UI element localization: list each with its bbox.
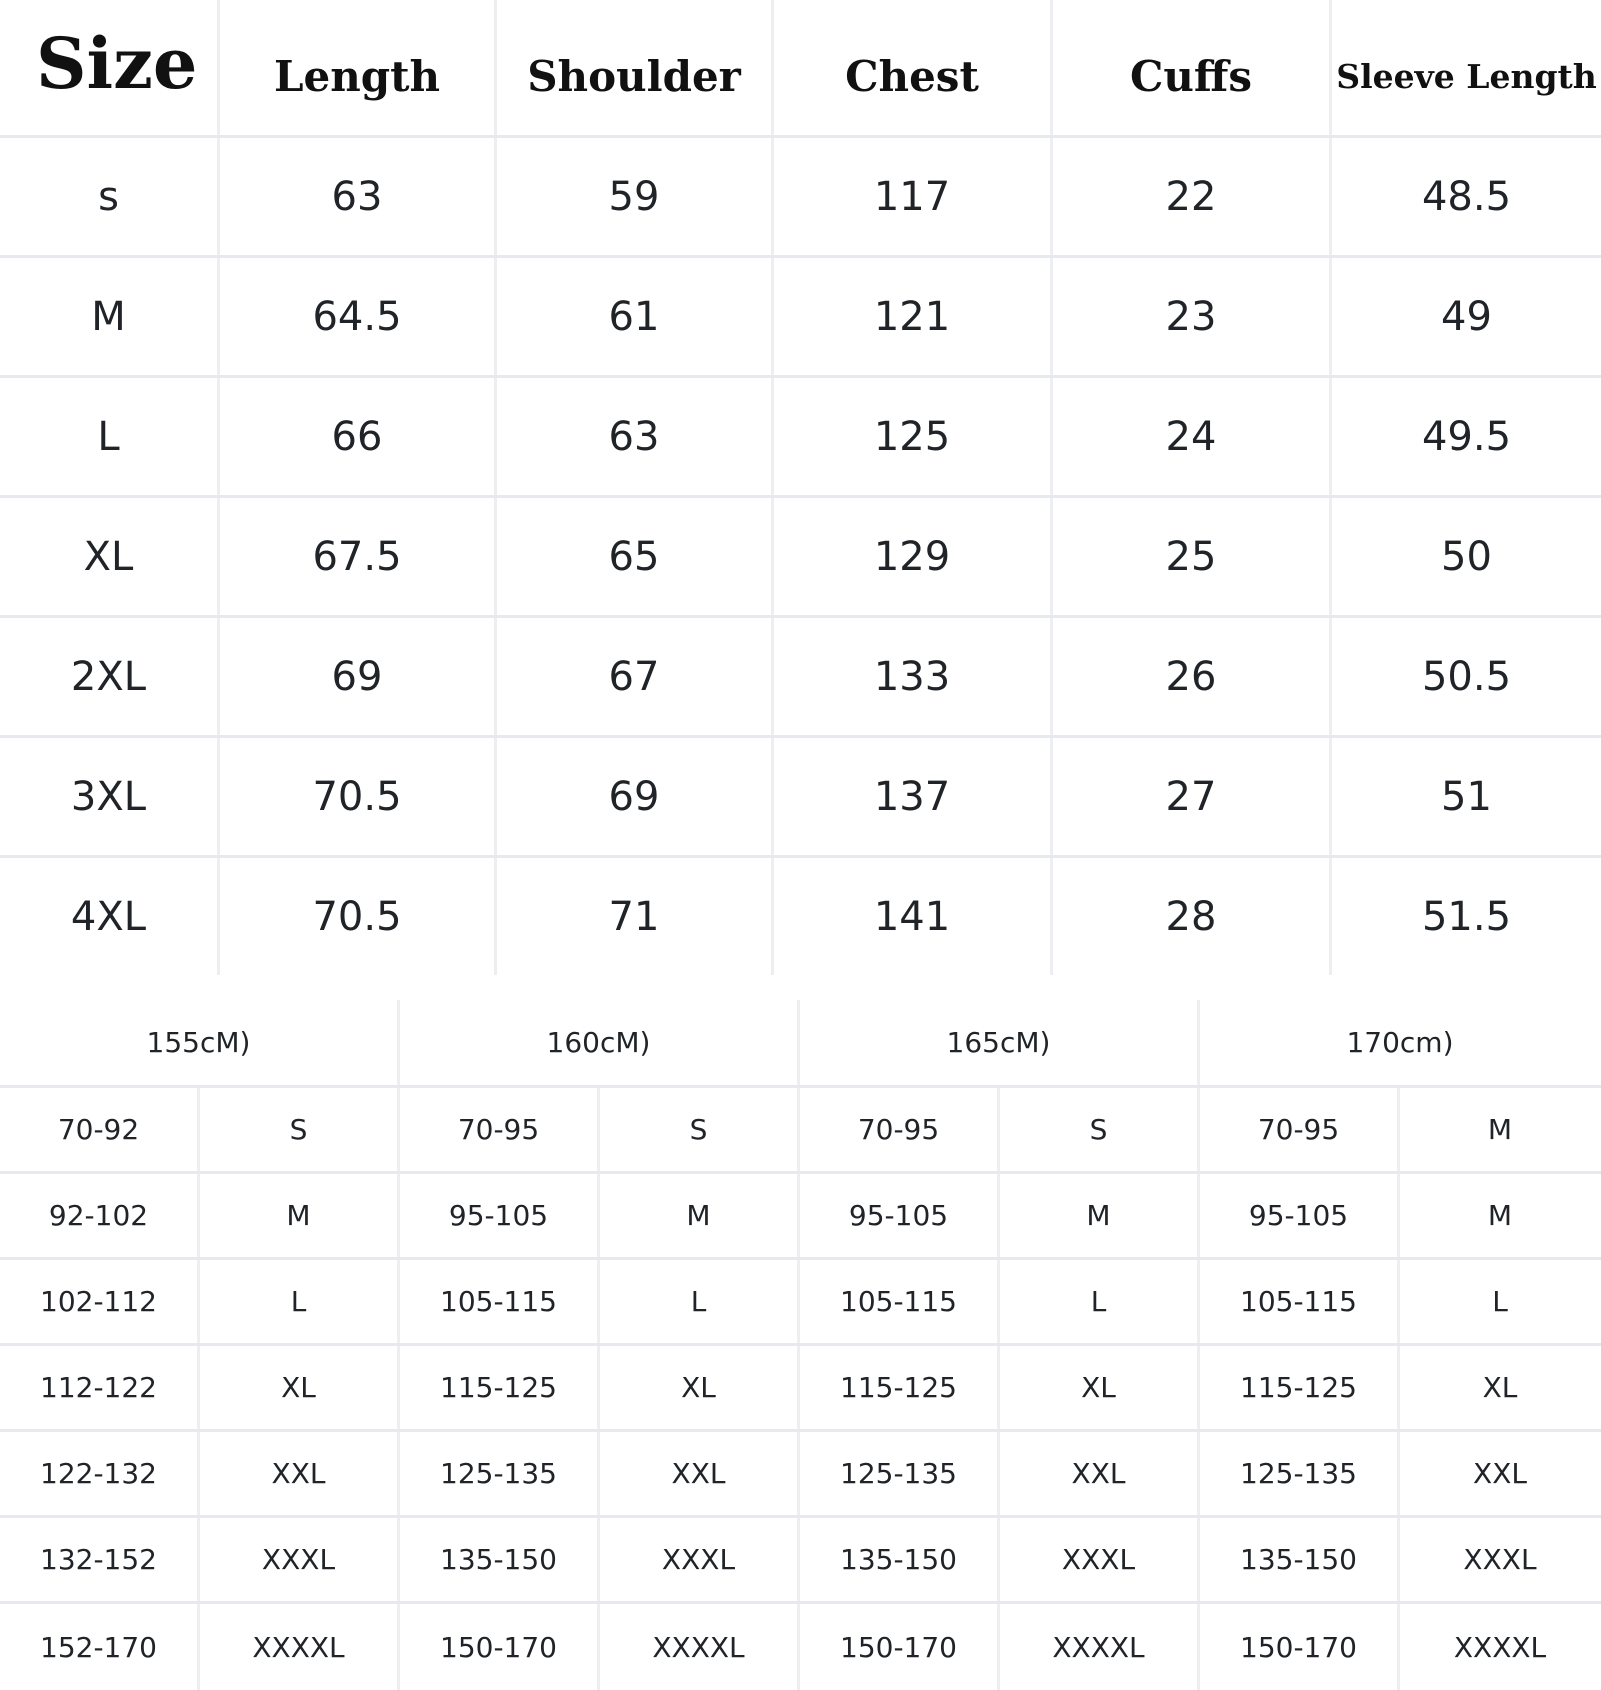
weight-range-cell: 95-105	[1200, 1174, 1400, 1257]
weight-range-cell: 125-135	[1200, 1432, 1400, 1515]
table-row	[0, 738, 1601, 858]
recommended-size-cell: S	[1000, 1088, 1200, 1171]
recommended-size-cell: XXXL	[600, 1518, 800, 1601]
cell-chest: 121	[774, 258, 1053, 375]
weight-range-cell: 70-92	[0, 1088, 200, 1171]
weight-range-cell: 135-150	[400, 1518, 600, 1601]
recommended-size-cell: M	[1487, 1113, 1513, 1146]
cell-cuffs: 24	[1053, 378, 1332, 495]
weight-range-cell: 70-95	[1200, 1088, 1400, 1171]
recommended-size-cell: XXXXL	[600, 1604, 800, 1690]
cell-chest: 137	[774, 738, 1053, 855]
cell-shoulder: 61	[497, 258, 774, 375]
weight-range-cell: 122-132	[0, 1432, 200, 1515]
recommended-size-cell: M	[600, 1174, 800, 1257]
recommended-size-cell: XXXXL	[1453, 1630, 1547, 1664]
weight-range-cell: 70-95	[400, 1088, 600, 1171]
cell-sleeve-length: 48.5	[1421, 173, 1512, 220]
size-guide-header-row	[0, 1000, 1601, 1088]
header-cuffs: Cuffs	[1053, 0, 1332, 135]
recommended-size-cell: XL	[1000, 1346, 1200, 1429]
cell-sleeve-length: 49.5	[1421, 413, 1512, 460]
table-row	[0, 1174, 1601, 1260]
cell-length: 63	[220, 138, 497, 255]
cell-size: M	[0, 258, 220, 375]
weight-range-cell: 95-105	[800, 1174, 1000, 1257]
height-group-160: 160cM)	[400, 1000, 800, 1085]
weight-range-cell: 150-170	[400, 1604, 600, 1690]
table-row	[0, 1604, 1601, 1690]
recommended-size-cell: M	[1487, 1199, 1513, 1232]
weight-range-cell: 105-115	[800, 1260, 1000, 1343]
header-chest: Chest	[774, 0, 1053, 135]
cell-shoulder: 65	[497, 498, 774, 615]
table-row	[0, 138, 1601, 258]
table-row	[0, 618, 1601, 738]
cell-length: 69	[220, 618, 497, 735]
recommended-size-cell: XXXL	[1000, 1518, 1200, 1601]
measurement-header-row	[0, 0, 1601, 138]
cell-size: 3XL	[0, 738, 220, 855]
cell-sleeve-length: 50	[1441, 533, 1492, 580]
cell-sleeve-length: 51.5	[1421, 893, 1512, 940]
recommended-size-cell: S	[600, 1088, 800, 1171]
table-row	[0, 1432, 1601, 1518]
recommended-size-cell: XXL	[1000, 1432, 1200, 1515]
cell-sleeve-length: 49	[1441, 293, 1492, 340]
cell-shoulder: 69	[497, 738, 774, 855]
recommended-size-cell: S	[200, 1088, 400, 1171]
cell-size: L	[0, 378, 220, 495]
size-guide-table	[0, 1000, 1601, 1690]
cell-chest: 133	[774, 618, 1053, 735]
weight-range-cell: 102-112	[0, 1260, 200, 1343]
weight-range-cell: 95-105	[400, 1174, 600, 1257]
recommended-size-cell: XL	[1482, 1371, 1518, 1404]
cell-shoulder: 63	[497, 378, 774, 495]
cell-sleeve-length: 51	[1441, 773, 1492, 820]
cell-chest: 129	[774, 498, 1053, 615]
cell-length: 66	[220, 378, 497, 495]
recommended-size-cell: L	[200, 1260, 400, 1343]
weight-range-cell: 115-125	[1200, 1346, 1400, 1429]
table-row	[0, 498, 1601, 618]
recommended-size-cell: XXXL	[1463, 1543, 1537, 1576]
recommended-size-cell: M	[200, 1174, 400, 1257]
table-row	[0, 858, 1601, 975]
cell-cuffs: 26	[1053, 618, 1332, 735]
height-group-155: 155cM)	[0, 1000, 400, 1085]
recommended-size-cell: XXXXL	[200, 1604, 400, 1690]
table-row	[0, 1088, 1601, 1174]
cell-size: s	[0, 138, 220, 255]
recommended-size-cell: L	[1000, 1260, 1200, 1343]
table-row	[0, 258, 1601, 378]
cell-length: 70.5	[220, 738, 497, 855]
weight-range-cell: 152-170	[0, 1604, 200, 1690]
recommended-size-cell: XXL	[200, 1432, 400, 1515]
cell-cuffs: 25	[1053, 498, 1332, 615]
header-size: Size	[0, 0, 220, 135]
recommended-size-cell: XXXXL	[1000, 1604, 1200, 1690]
cell-shoulder: 67	[497, 618, 774, 735]
cell-chest: 125	[774, 378, 1053, 495]
cell-size: 4XL	[0, 858, 220, 975]
cell-cuffs: 27	[1053, 738, 1332, 855]
weight-range-cell: 125-135	[400, 1432, 600, 1515]
table-row	[0, 1518, 1601, 1604]
recommended-size-cell: L	[600, 1260, 800, 1343]
weight-range-cell: 135-150	[800, 1518, 1000, 1601]
cell-shoulder: 59	[497, 138, 774, 255]
header-length: Length	[220, 0, 497, 135]
cell-shoulder: 71	[497, 858, 774, 975]
weight-range-cell: 105-115	[400, 1260, 600, 1343]
height-group-170: 170cm)	[1346, 1026, 1454, 1059]
cell-chest: 117	[774, 138, 1053, 255]
cell-size: XL	[0, 498, 220, 615]
recommended-size-cell: XL	[200, 1346, 400, 1429]
weight-range-cell: 150-170	[800, 1604, 1000, 1690]
cell-chest: 141	[774, 858, 1053, 975]
recommended-size-cell: M	[1000, 1174, 1200, 1257]
weight-range-cell: 150-170	[1200, 1604, 1400, 1690]
weight-range-cell: 135-150	[1200, 1518, 1400, 1601]
table-row	[0, 1260, 1601, 1346]
weight-range-cell: 92-102	[0, 1174, 200, 1257]
recommended-size-cell: XL	[600, 1346, 800, 1429]
cell-sleeve-length: 50.5	[1421, 653, 1512, 700]
recommended-size-cell: XXL	[600, 1432, 800, 1515]
header-sleeve-length: Sleeve Length	[1336, 57, 1597, 96]
cell-length: 67.5	[220, 498, 497, 615]
table-row	[0, 1346, 1601, 1432]
weight-range-cell: 112-122	[0, 1346, 200, 1429]
header-shoulder: Shoulder	[497, 0, 774, 135]
cell-length: 70.5	[220, 858, 497, 975]
weight-range-cell: 105-115	[1200, 1260, 1400, 1343]
cell-cuffs: 22	[1053, 138, 1332, 255]
weight-range-cell: 70-95	[800, 1088, 1000, 1171]
cell-cuffs: 23	[1053, 258, 1332, 375]
recommended-size-cell: XXL	[1473, 1457, 1527, 1490]
recommended-size-cell: L	[1492, 1285, 1508, 1318]
height-group-165: 165cM)	[800, 1000, 1200, 1085]
cell-cuffs: 28	[1053, 858, 1332, 975]
cell-length: 64.5	[220, 258, 497, 375]
cell-size: 2XL	[0, 618, 220, 735]
weight-range-cell: 115-125	[400, 1346, 600, 1429]
weight-range-cell: 115-125	[800, 1346, 1000, 1429]
table-row	[0, 378, 1601, 498]
recommended-size-cell: XXXL	[200, 1518, 400, 1601]
weight-range-cell: 125-135	[800, 1432, 1000, 1515]
weight-range-cell: 132-152	[0, 1518, 200, 1601]
